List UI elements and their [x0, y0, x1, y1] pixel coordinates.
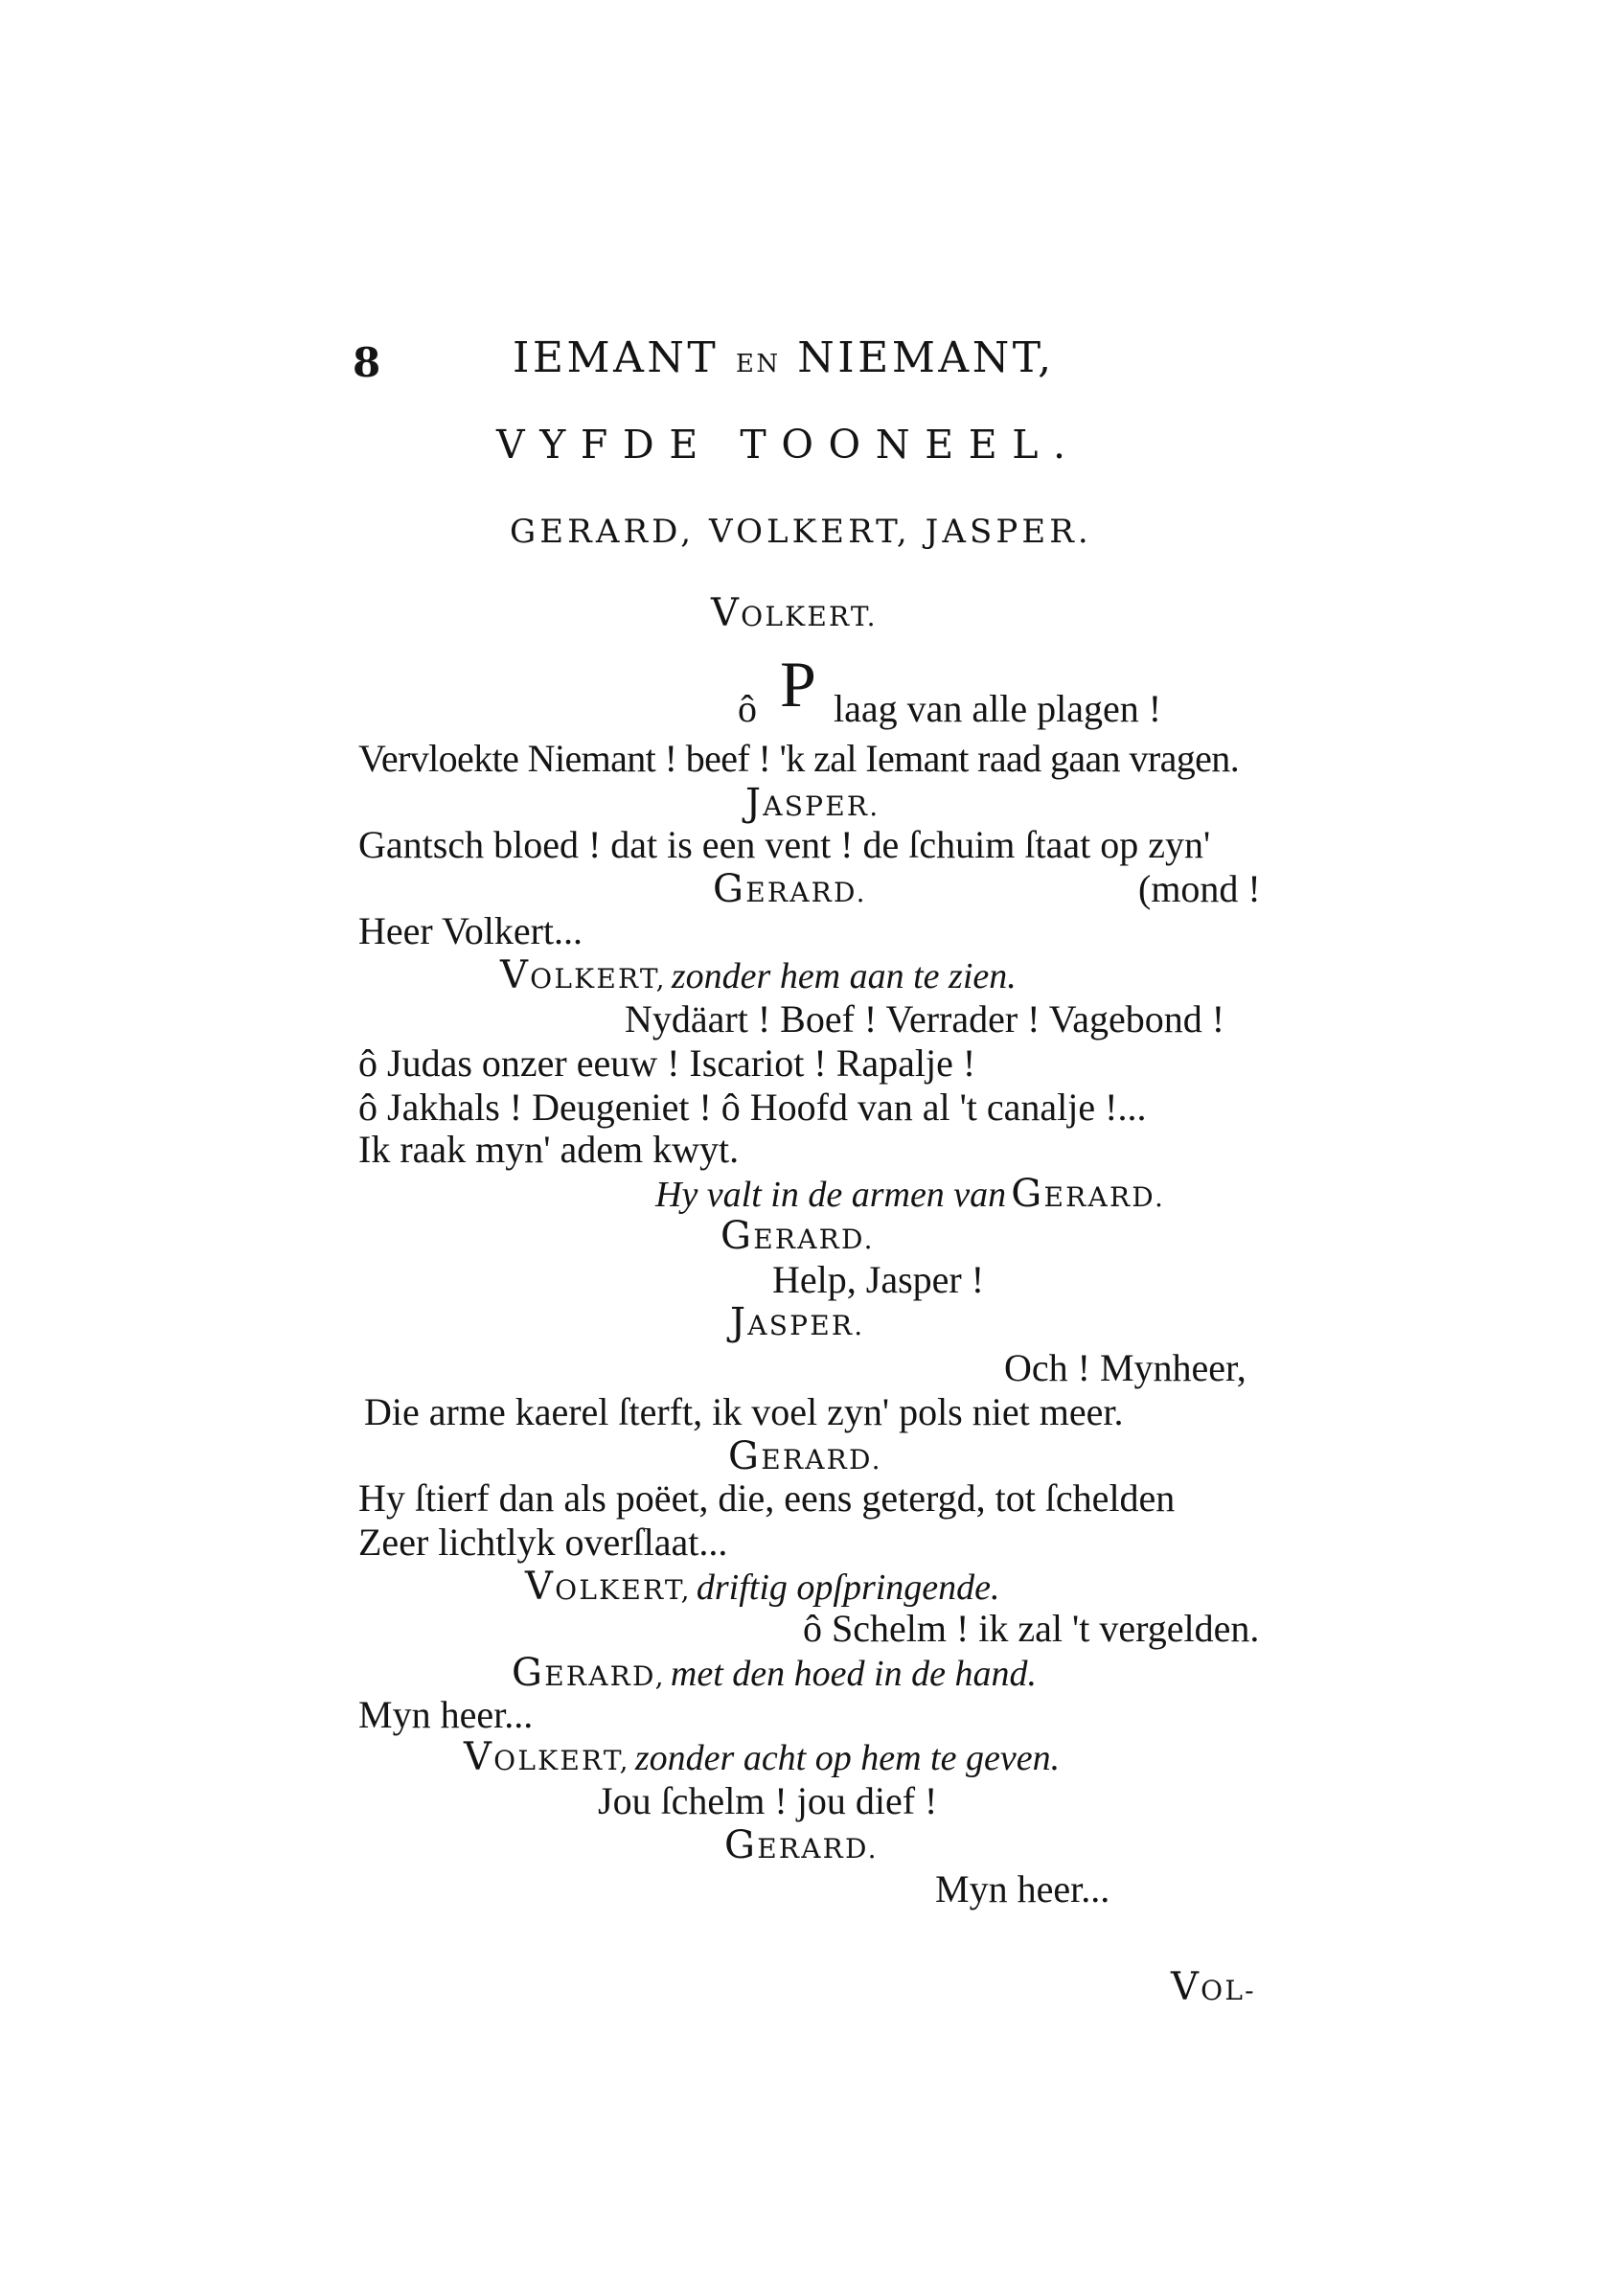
stage-direction: zonder acht op hem te geven. — [634, 1738, 1061, 1778]
stage-direction: Hy valt in de armen van GERARD. — [655, 1172, 1166, 1216]
running-head-part1: IEMANT — [513, 333, 720, 382]
stage-direction: zonder hem aan te zien. — [671, 956, 1017, 996]
running-head-en: EN — [735, 350, 781, 378]
verse-line: Gantsch bloed ! dat is een vent ! de ſchuim ſtaat op zyn' — [358, 823, 1211, 866]
verse-line: Help, Jasper ! — [772, 1258, 985, 1301]
verse-line: ô Schelm ! ik zal 't vergelden. — [803, 1607, 1260, 1650]
catchword: VOL- — [1171, 1965, 1256, 2009]
verse-line: Myn heer... — [358, 1693, 534, 1736]
verse-overflow: (mond ! — [1138, 867, 1261, 910]
verse-line: Die arme kaerel ſterft, ik voel zyn' pols niet meer. — [364, 1390, 1124, 1433]
verse-line: Vervloekte Niemant ! beef ! 'k zal Iemant raad gaan vragen. — [358, 737, 1240, 780]
speaker-heading: VOLKERT. — [711, 591, 878, 635]
speaker-heading: JASPER. — [745, 781, 881, 825]
speaker-heading: GERARD. — [724, 1823, 879, 1867]
speaker-heading: JASPER. — [730, 1300, 865, 1344]
speaker-heading: VOLKERT, driftig opſpringende. — [525, 1565, 1000, 1609]
verse-line: ô Jakhals ! Deugeniet ! ô Hoofd van al 't canalje !... — [358, 1086, 1147, 1129]
speaker-heading: GERARD. — [713, 867, 867, 911]
verse-line: Nydäart ! Boef ! Verrader ! Vagebond ! — [625, 997, 1225, 1041]
speaker-heading: GERARD. — [728, 1434, 882, 1478]
verse-line: Heer Volkert... — [358, 909, 583, 952]
verse-line: ô Judas onzer eeuw ! Iscariot ! Rapalje ! — [358, 1041, 976, 1085]
verse-line: Myn heer... — [935, 1867, 1110, 1910]
drop-cap: P — [780, 648, 816, 721]
verse-prefix: ô — [738, 687, 757, 730]
verse-line: Zeer lichtlyk overſlaat... — [358, 1521, 728, 1564]
running-head-part2: NIEMANT, — [797, 333, 1055, 382]
speaker-heading: VOLKERT, zonder hem aan te zien. — [500, 953, 1017, 997]
verse-line: Och ! Mynheer, — [1004, 1346, 1247, 1389]
speaker-heading: VOLKERT, zonder acht op hem te geven. — [464, 1735, 1061, 1779]
verse-line: Ik raak myn' adem kwyt. — [358, 1128, 740, 1171]
stage-direction: met den hoed in de hand. — [670, 1654, 1037, 1694]
running-head — [513, 333, 1055, 382]
scene-cast: GERARD, VOLKERT, JASPER. — [510, 513, 1092, 551]
stage-direction: driftig opſpringende. — [696, 1567, 1000, 1608]
page-number: 8 — [353, 339, 381, 386]
scene-heading: VYFDE TOONEEL. — [496, 422, 1081, 468]
speaker-heading: GERARD, met den hoed in de hand. — [512, 1651, 1037, 1695]
verse-line: Hy ſtierf dan als poëet, die, eens getergd, tot ſchelden — [358, 1476, 1176, 1520]
verse-line: Jou ſchelm ! jou dief ! — [598, 1779, 938, 1822]
verse-line: laag van alle plagen ! — [834, 687, 1162, 730]
speaker-heading: GERARD. — [721, 1214, 875, 1258]
